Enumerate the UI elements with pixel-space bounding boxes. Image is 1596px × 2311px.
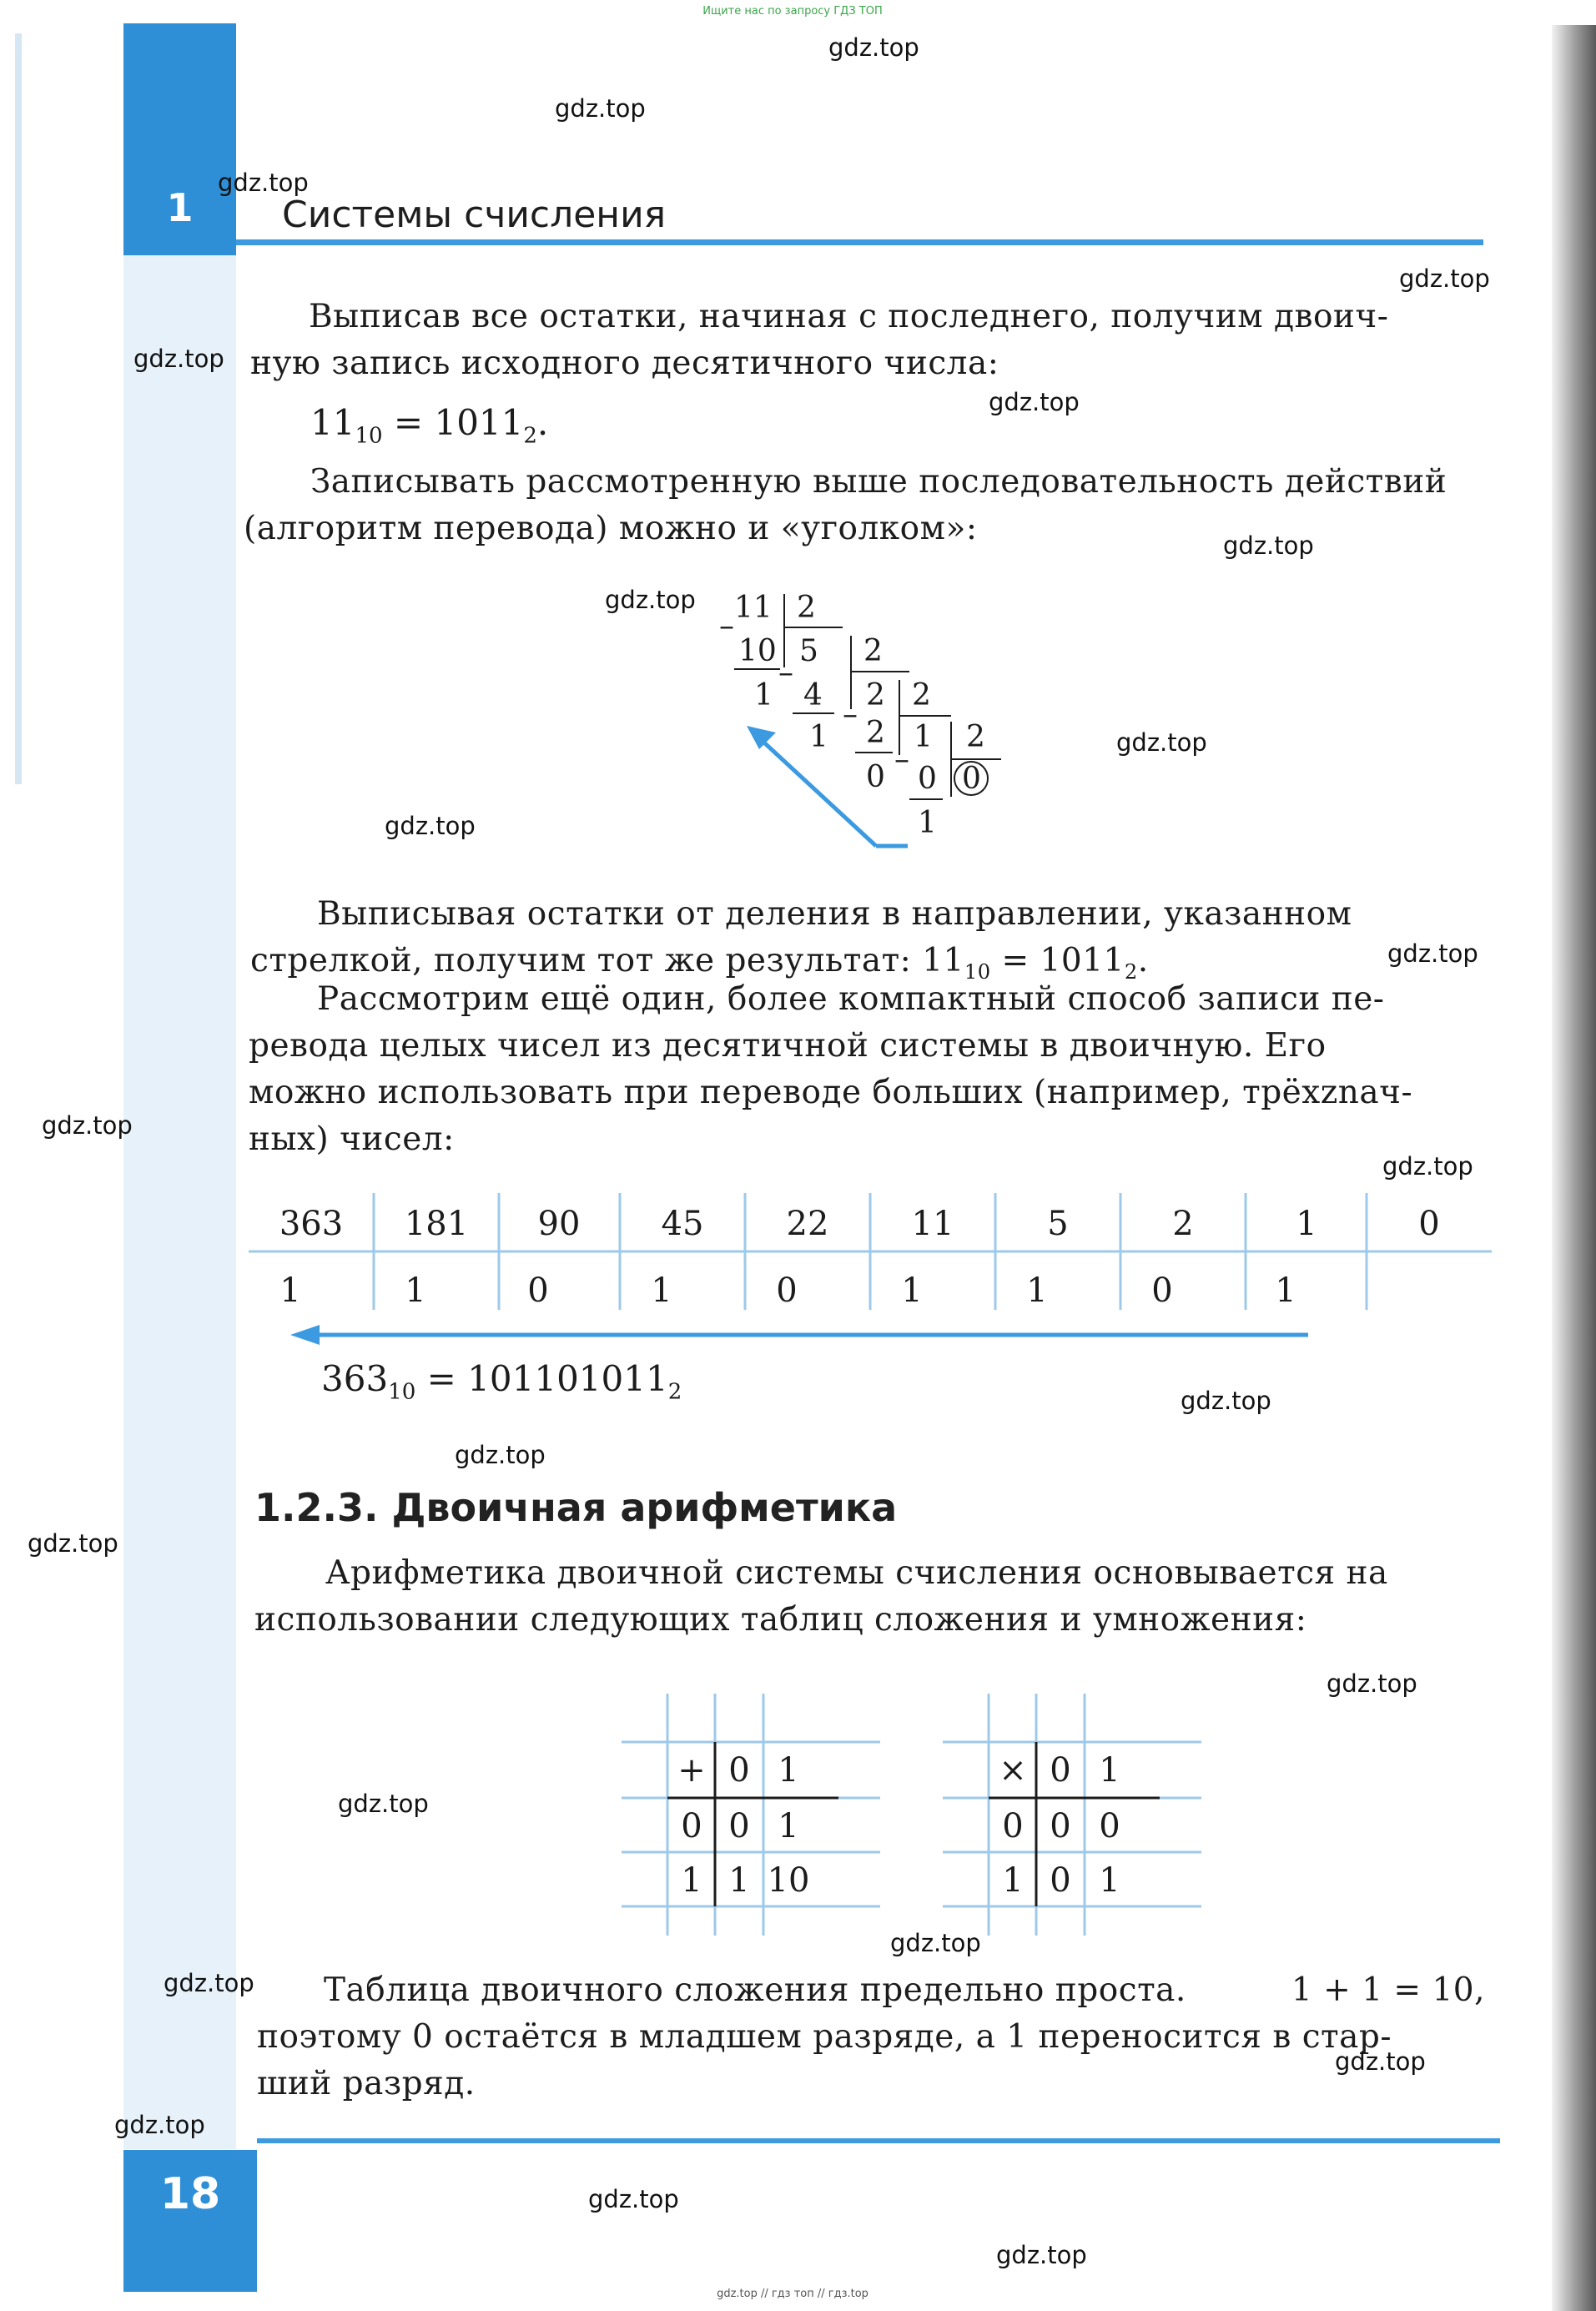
paragraph-6 xyxy=(257,1967,1485,2107)
div-divisor-2: 2 xyxy=(863,634,883,668)
multiplication-header-cell: × xyxy=(999,1751,1027,1790)
header-rule xyxy=(236,239,1483,245)
compact-remainder: 1 xyxy=(651,1271,672,1310)
multiplication-table xyxy=(943,1694,1210,1944)
p5-line-1: Арифметика двоичной системы счисления основывается на xyxy=(325,1554,1388,1592)
watermark: gdz.top xyxy=(218,169,309,197)
compact-remainder: 1 xyxy=(279,1271,301,1310)
formula-3 xyxy=(321,1358,682,1404)
f3-base: 363 xyxy=(321,1358,389,1399)
multiplication-cell: 1 xyxy=(1002,1861,1024,1900)
compact-remainder: 0 xyxy=(776,1271,798,1310)
compact-remainder: 1 xyxy=(1026,1271,1048,1310)
multiplication-cell: 1 xyxy=(1099,1861,1120,1900)
watermark: gdz.top xyxy=(605,586,696,614)
compact-remainder: 1 xyxy=(405,1271,426,1310)
watermark: gdz.top xyxy=(989,388,1080,416)
compact-quotient: 0 xyxy=(1418,1205,1440,1243)
div-quot-4: 0 xyxy=(962,762,981,796)
compact-quotient: 90 xyxy=(537,1205,581,1243)
addition-cell: 0 xyxy=(728,1807,750,1845)
watermark: gdz.top xyxy=(28,1529,118,1558)
div-rem-2: 1 xyxy=(809,720,828,754)
div-num-1: 11 xyxy=(734,591,773,625)
p6-text: Таблица двоичного сложения предельно проста. xyxy=(324,1971,1186,2009)
multiplication-header-cell: 1 xyxy=(1099,1751,1120,1790)
compact-quotient: 11 xyxy=(911,1205,954,1243)
compact-conversion-table xyxy=(249,1185,1492,1352)
page-number: 18 xyxy=(159,2169,221,2219)
f3-sub: 10 xyxy=(388,1379,416,1405)
f3-eq: = 101101011 xyxy=(415,1358,668,1399)
compact-quotient: 2 xyxy=(1172,1205,1194,1243)
p4-line-2: ревода целых чисел из десятичной системы в двоичную. Его xyxy=(249,1027,1327,1065)
div-divisor-1: 2 xyxy=(797,591,816,625)
margin-band xyxy=(123,255,236,2149)
watermark: gdz.top xyxy=(890,1929,981,1957)
p6-line-2: поэтому 0 остаётся в младшем разряде, а 1 переносится в стар- xyxy=(257,2018,1392,2056)
corner-division-diagram xyxy=(701,584,1018,859)
watermark: gdz.top xyxy=(1399,264,1490,293)
formula-2 xyxy=(922,942,1149,984)
left-margin-strip xyxy=(15,33,22,784)
compact-quotient: 45 xyxy=(661,1205,704,1243)
watermark: gdz.top xyxy=(338,1790,429,1818)
f1-eq: = 1011 xyxy=(382,402,524,443)
div-quot-3: 1 xyxy=(914,720,933,754)
f2-sub: 10 xyxy=(964,959,991,984)
p1-line-2: ную запись исходного десятичного числа: xyxy=(250,345,999,382)
watermark: gdz.top xyxy=(133,345,224,373)
p2-line-2: (алгоритм перевода) можно и «уголком»: xyxy=(244,510,978,547)
f1-base: 11 xyxy=(310,402,355,443)
f1-end: . xyxy=(536,402,549,443)
p1-line-1: Выписав все остатки, начиная с последнего, получим двоич- xyxy=(309,298,1389,335)
watermark: gdz.top xyxy=(828,33,919,62)
div-sub-4: 0 xyxy=(918,762,937,796)
watermark: gdz.top xyxy=(1223,531,1314,560)
page-edge-shadow xyxy=(1552,25,1596,2311)
watermark: gdz.top xyxy=(1382,1152,1473,1181)
top-note: Ищите нас по запросу ГДЗ ТОП xyxy=(702,5,883,18)
div-minus-2: – xyxy=(778,656,793,690)
watermark: gdz.top xyxy=(42,1111,133,1140)
compact-quotient: 5 xyxy=(1047,1205,1069,1243)
addition-cell: 1 xyxy=(681,1861,702,1900)
div-divisor-4: 2 xyxy=(966,720,985,754)
paragraph-1 xyxy=(250,294,1485,387)
compact-remainder: 0 xyxy=(1151,1271,1173,1310)
f2-end: . xyxy=(1137,942,1149,979)
p6-line-1 xyxy=(257,1967,1485,2014)
addition-header-cell: 0 xyxy=(728,1751,750,1790)
watermark: gdz.top xyxy=(1387,939,1478,968)
watermark: gdz.top xyxy=(996,2241,1087,2269)
p3-text: стрелкой, получим тот же результат: xyxy=(250,942,912,979)
compact-quotient: 22 xyxy=(786,1205,829,1243)
div-quot-2: 2 xyxy=(866,678,885,712)
addition-header-cell: 1 xyxy=(778,1751,799,1790)
f2-sub2: 2 xyxy=(1124,959,1138,984)
watermark: gdz.top xyxy=(114,2111,205,2139)
div-quot-1: 5 xyxy=(799,634,818,668)
watermark: gdz.top xyxy=(1181,1387,1271,1415)
div-sub-3: 2 xyxy=(866,716,885,750)
footer-note: gdz.top // гдз топ // гдз.top xyxy=(717,2288,868,2300)
div-minus-3: – xyxy=(843,697,858,732)
section-heading: 1.2.3. Двоичная арифметика xyxy=(254,1485,898,1530)
div-sub-2: 4 xyxy=(803,678,823,712)
p3-line-1: Выписывая остатки от деления в направлении, указанном xyxy=(317,895,1352,933)
f1-sub2: 2 xyxy=(523,423,537,449)
addition-cell: 1 xyxy=(778,1807,799,1845)
p5-line-2: использовании следующих таблиц сложения и умножения: xyxy=(254,1601,1307,1639)
p2-line-1: Записывать рассмотренную выше последовательность действий xyxy=(310,463,1447,501)
multiplication-cell: 0 xyxy=(1002,1807,1024,1845)
addition-cell: 0 xyxy=(681,1807,702,1845)
div-minus-1: – xyxy=(719,609,734,643)
div-rem-3: 0 xyxy=(866,760,885,794)
f2-eq: = 1011 xyxy=(990,942,1125,979)
watermark: gdz.top xyxy=(385,812,476,840)
watermark: gdz.top xyxy=(1327,1669,1417,1698)
multiplication-header-cell: 0 xyxy=(1050,1751,1071,1790)
watermark: gdz.top xyxy=(555,94,646,123)
f2-base: 11 xyxy=(922,942,964,979)
compact-quotient: 363 xyxy=(279,1205,344,1243)
addition-table xyxy=(622,1694,889,1944)
compact-remainder: 0 xyxy=(527,1271,549,1310)
f1-sub: 10 xyxy=(355,423,383,449)
compact-quotient: 1 xyxy=(1296,1205,1317,1243)
div-rem-1: 1 xyxy=(754,678,773,712)
f3-sub2: 2 xyxy=(667,1379,682,1405)
chapter-number: 1 xyxy=(166,185,194,230)
p6-line-3: ший разряд. xyxy=(257,2065,476,2102)
multiplication-cell: 0 xyxy=(1050,1807,1071,1845)
compact-remainder: 1 xyxy=(901,1271,923,1310)
watermark: gdz.top xyxy=(1116,728,1207,757)
paragraph-5 xyxy=(254,1550,1485,1644)
div-rem-4: 1 xyxy=(918,806,937,840)
formula-4: 1 + 1 = 10, xyxy=(1291,1971,1485,2009)
footer-rule xyxy=(257,2138,1500,2143)
watermark: gdz.top xyxy=(588,2185,679,2213)
watermark: gdz.top xyxy=(164,1969,254,1997)
div-minus-4: – xyxy=(894,743,909,777)
compact-quotient: 181 xyxy=(404,1205,469,1243)
p4-line-3: можно использовать при переводе больших (например, трёхznач- xyxy=(249,1074,1413,1111)
addition-header-cell: + xyxy=(677,1751,706,1790)
formula-1 xyxy=(310,402,548,448)
addition-cell: 10 xyxy=(767,1861,810,1900)
addition-cell: 1 xyxy=(728,1861,750,1900)
div-sub-1: 10 xyxy=(738,634,777,668)
paragraph-4 xyxy=(249,976,1485,1163)
watermark: gdz.top xyxy=(455,1441,546,1469)
multiplication-cell: 0 xyxy=(1050,1861,1071,1900)
multiplication-cell: 0 xyxy=(1099,1807,1120,1845)
p4-line-4: ных) чисел: xyxy=(249,1120,455,1158)
compact-remainder: 1 xyxy=(1275,1271,1296,1310)
p4-line-1: Рассмотрим ещё один, более компактный способ записи пе- xyxy=(317,980,1385,1018)
div-divisor-3: 2 xyxy=(912,678,931,712)
chapter-title: Системы счисления xyxy=(282,194,667,236)
watermark: gdz.top xyxy=(1335,2047,1426,2076)
